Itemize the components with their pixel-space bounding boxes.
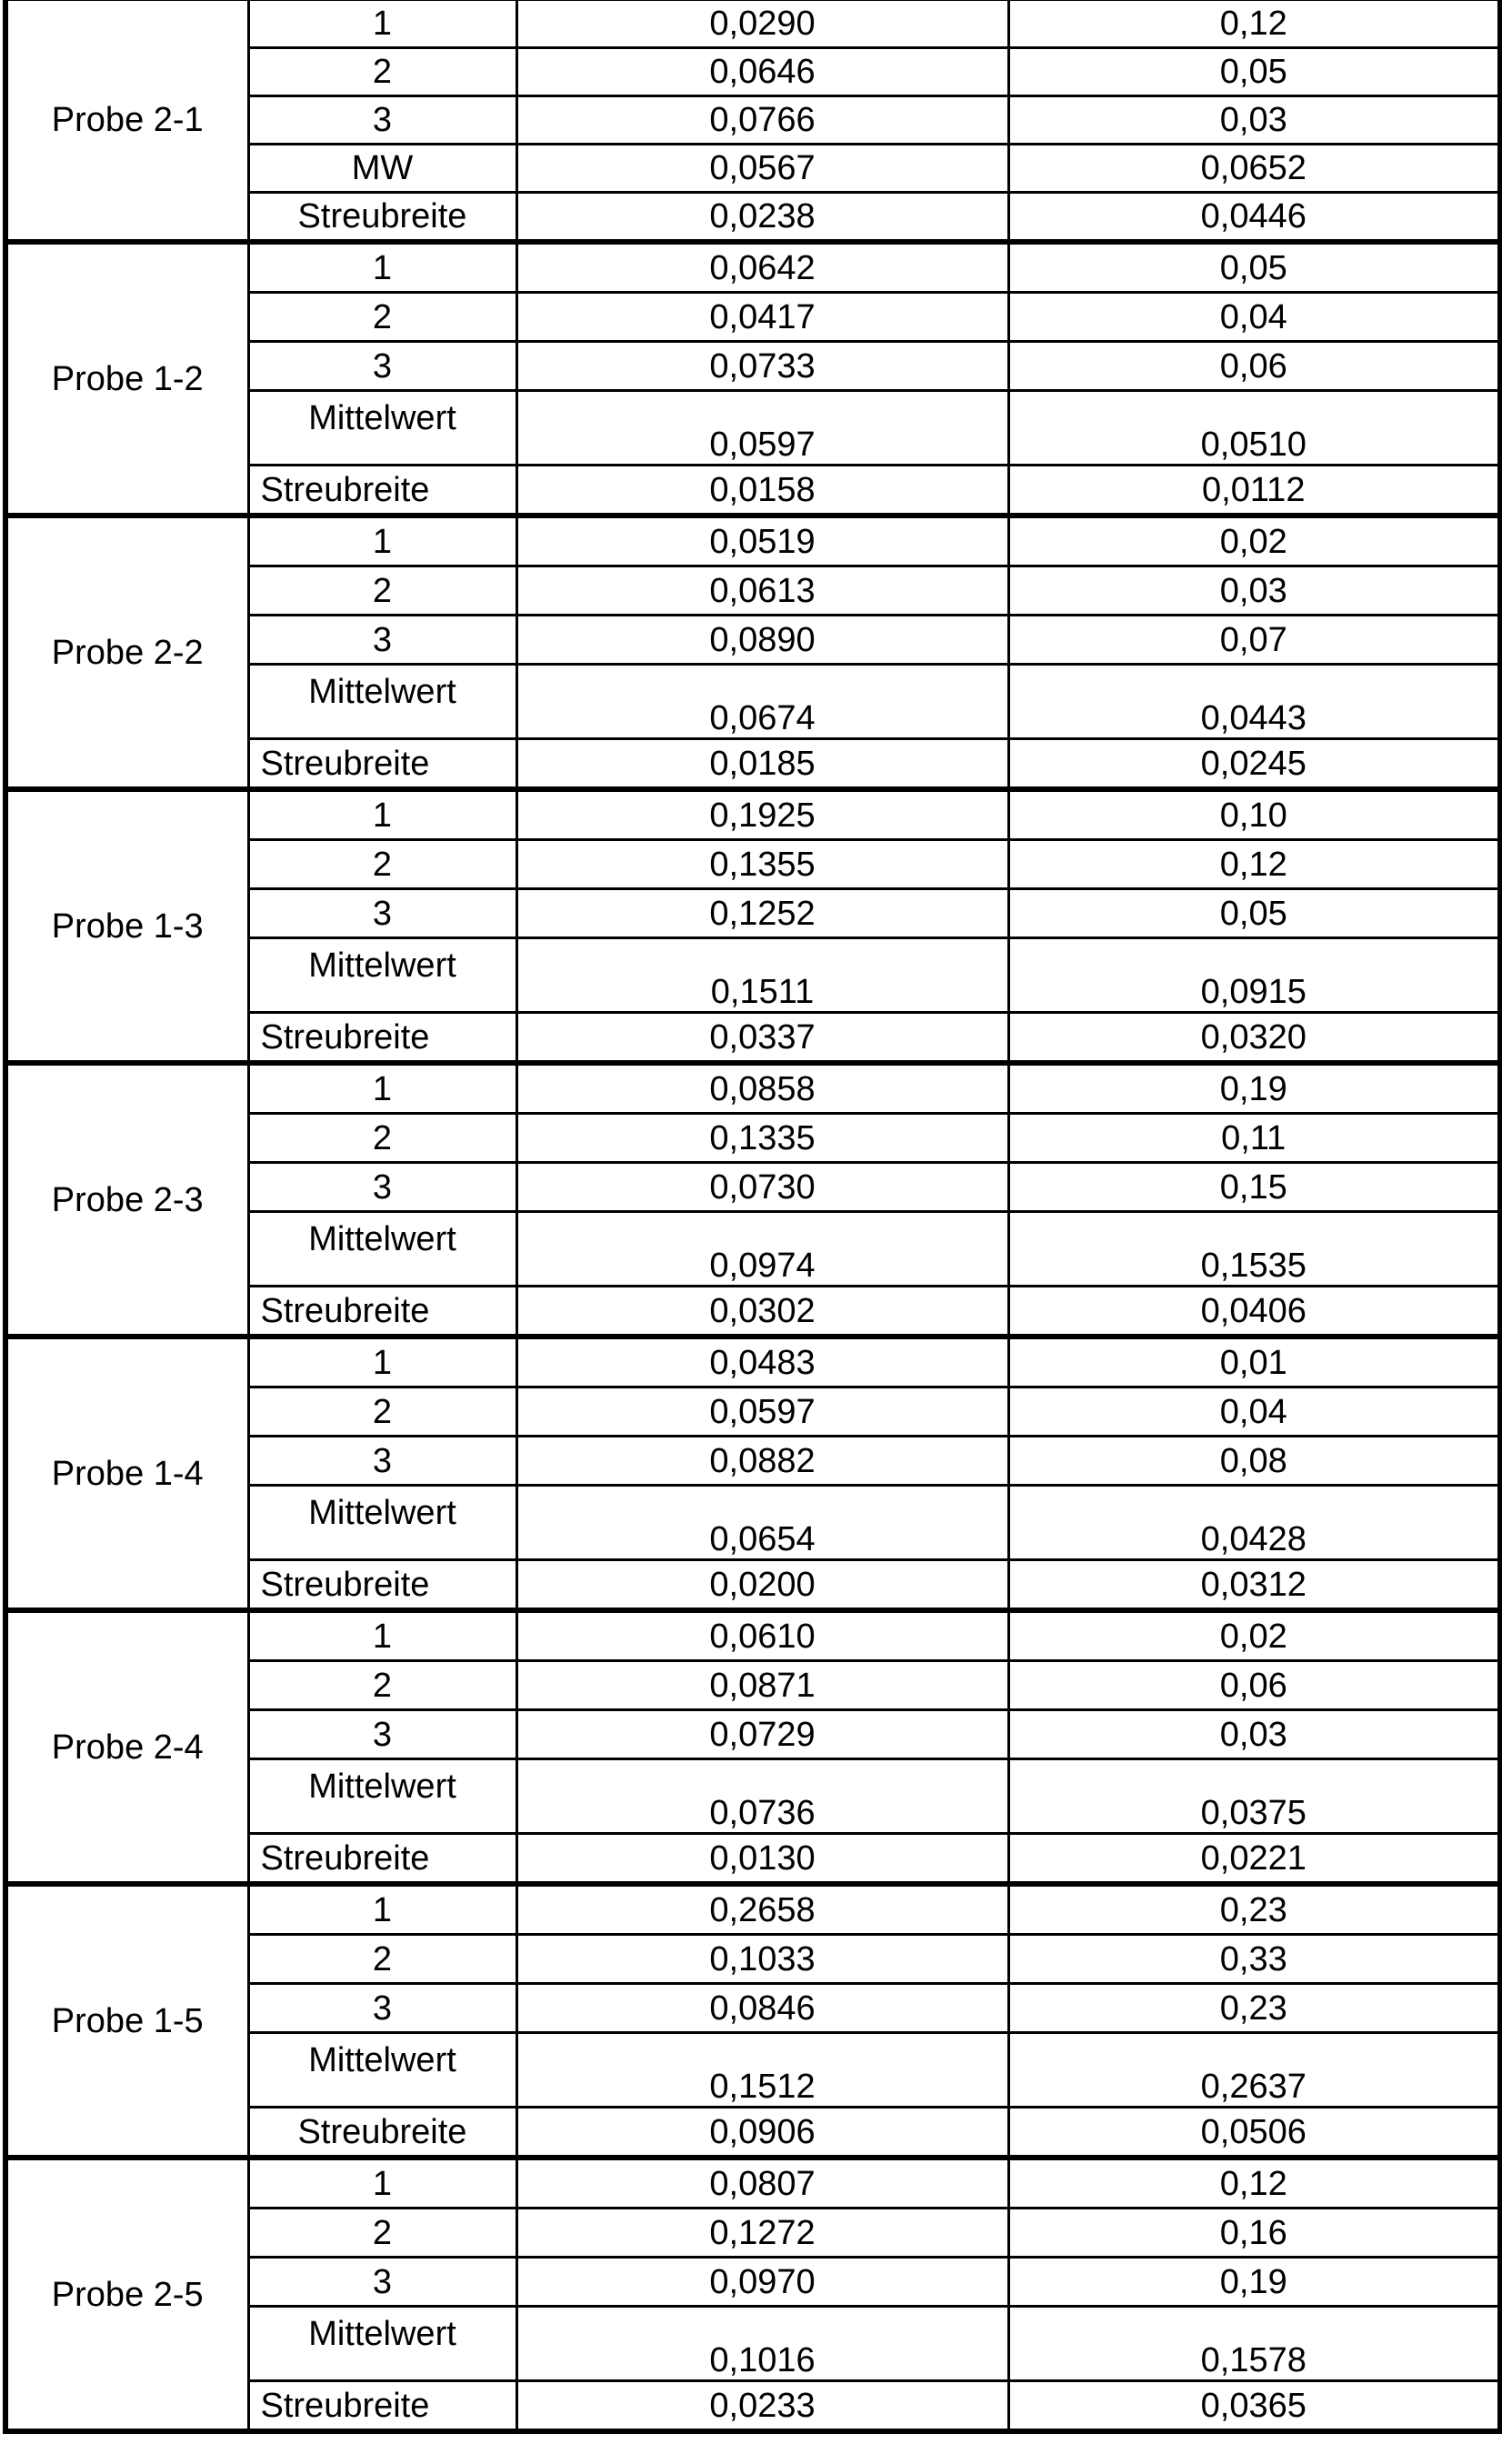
value-column-1: 0,2658: [516, 1884, 1008, 1935]
row-label: 3: [248, 1163, 516, 1212]
value-column-2: 0,0406: [1008, 1287, 1500, 1337]
row-label: 1: [248, 1610, 516, 1661]
value-column-1: 0,1355: [516, 840, 1008, 889]
value-column-2: 0,06: [1008, 342, 1500, 391]
row-label: 1: [248, 1884, 516, 1935]
value-column-2: 0,0510: [1008, 391, 1500, 466]
value-column-1: 0,1335: [516, 1114, 1008, 1163]
value-column-1: 0,0846: [516, 1984, 1008, 2033]
value-column-2: 0,0312: [1008, 1560, 1500, 1611]
value-column-2: 0,0652: [1008, 145, 1500, 193]
value-column-1: 0,0238: [516, 193, 1008, 243]
value-column-1: 0,0483: [516, 1337, 1008, 1387]
table-row: [5, 242, 1500, 293]
row-label: Mittelwert: [248, 2307, 516, 2381]
table-body: [5, 0, 1500, 2431]
value-column-2: 0,0245: [1008, 739, 1500, 790]
row-label: 1: [248, 1337, 516, 1387]
value-column-2: 0,03: [1008, 1710, 1500, 1759]
row-label: 3: [248, 1437, 516, 1486]
value-column-1: 0,0674: [516, 665, 1008, 739]
row-label: 3: [248, 1710, 516, 1759]
table-row: [5, 1063, 1500, 1114]
sample-name: Probe 2-4: [5, 1610, 248, 1884]
value-column-1: 0,0890: [516, 616, 1008, 665]
table-row: [5, 516, 1500, 566]
value-column-2: 0,0365: [1008, 2381, 1500, 2432]
value-column-1: 0,0729: [516, 1710, 1008, 1759]
value-column-2: 0,02: [1008, 516, 1500, 566]
value-column-2: 0,33: [1008, 1935, 1500, 1984]
value-column-2: 0,0443: [1008, 665, 1500, 739]
row-label: 1: [248, 1063, 516, 1114]
table-row: [5, 2158, 1500, 2209]
row-label: 3: [248, 2258, 516, 2307]
value-column-1: 0,0654: [516, 1486, 1008, 1560]
row-label: Streubreite: [248, 1013, 516, 1064]
sample-name: Probe 2-3: [5, 1063, 248, 1337]
value-column-1: 0,1512: [516, 2033, 1008, 2108]
sample-name: Probe 1-4: [5, 1337, 248, 1610]
value-column-2: 0,0506: [1008, 2108, 1500, 2159]
row-label: 1: [248, 0, 516, 48]
value-column-2: 0,19: [1008, 1063, 1500, 1114]
row-label: Streubreite: [248, 193, 516, 243]
value-column-2: 0,15: [1008, 1163, 1500, 1212]
value-column-1: 0,0185: [516, 739, 1008, 790]
value-column-1: 0,1033: [516, 1935, 1008, 1984]
value-column-2: 0,0112: [1008, 466, 1500, 516]
row-label: Streubreite: [248, 2108, 516, 2159]
value-column-2: 0,08: [1008, 1437, 1500, 1486]
value-column-2: 0,0375: [1008, 1759, 1500, 1834]
table-row: [5, 0, 1500, 48]
row-label: 2: [248, 1661, 516, 1710]
row-label: 2: [248, 1114, 516, 1163]
value-column-1: 0,1016: [516, 2307, 1008, 2381]
row-label: Mittelwert: [248, 391, 516, 466]
value-column-1: 0,0736: [516, 1759, 1008, 1834]
value-column-2: 0,12: [1008, 0, 1500, 48]
row-label: 3: [248, 342, 516, 391]
table-row: [5, 789, 1500, 840]
value-column-1: 0,0613: [516, 566, 1008, 616]
row-label: Streubreite: [248, 1287, 516, 1337]
row-label: 2: [248, 293, 516, 342]
row-label: Streubreite: [248, 2381, 516, 2432]
row-label: 3: [248, 1984, 516, 2033]
value-column-2: 0,23: [1008, 1984, 1500, 2033]
value-column-2: 0,19: [1008, 2258, 1500, 2307]
value-column-1: 0,0200: [516, 1560, 1008, 1611]
row-label: 2: [248, 1387, 516, 1437]
row-label: Mittelwert: [248, 1759, 516, 1834]
value-column-1: 0,0417: [516, 293, 1008, 342]
row-label: 3: [248, 889, 516, 938]
value-column-2: 0,12: [1008, 840, 1500, 889]
value-column-2: 0,23: [1008, 1884, 1500, 1935]
sample-name: Probe 1-3: [5, 789, 248, 1063]
value-column-1: 0,0597: [516, 1387, 1008, 1437]
value-column-1: 0,0233: [516, 2381, 1008, 2432]
value-column-1: 0,0766: [516, 96, 1008, 145]
value-column-1: 0,0642: [516, 242, 1008, 293]
table-row: [5, 1610, 1500, 1661]
value-column-2: 0,05: [1008, 48, 1500, 96]
row-label: Mittelwert: [248, 2033, 516, 2108]
measurement-table: [3, 0, 1502, 2434]
row-label: 1: [248, 2158, 516, 2209]
value-column-2: 0,16: [1008, 2209, 1500, 2258]
row-label: 1: [248, 242, 516, 293]
value-column-2: 0,06: [1008, 1661, 1500, 1710]
value-column-2: 0,0446: [1008, 193, 1500, 243]
value-column-1: 0,0302: [516, 1287, 1008, 1337]
value-column-2: 0,0915: [1008, 938, 1500, 1013]
value-column-2: 0,2637: [1008, 2033, 1500, 2108]
value-column-2: 0,0221: [1008, 1834, 1500, 1885]
row-label: Mittelwert: [248, 665, 516, 739]
value-column-2: 0,04: [1008, 293, 1500, 342]
row-label: 2: [248, 566, 516, 616]
row-label: Mittelwert: [248, 938, 516, 1013]
value-column-2: 0,02: [1008, 1610, 1500, 1661]
row-label: Mittelwert: [248, 1212, 516, 1287]
value-column-2: 0,03: [1008, 566, 1500, 616]
value-column-1: 0,0733: [516, 342, 1008, 391]
sample-name: Probe 2-1: [5, 0, 248, 242]
value-column-1: 0,0646: [516, 48, 1008, 96]
value-column-1: 0,1925: [516, 789, 1008, 840]
value-column-1: 0,0730: [516, 1163, 1008, 1212]
table-row: [5, 1337, 1500, 1387]
row-label: 2: [248, 840, 516, 889]
row-label: 2: [248, 48, 516, 96]
value-column-1: 0,0974: [516, 1212, 1008, 1287]
value-column-1: 0,0519: [516, 516, 1008, 566]
value-column-2: 0,03: [1008, 96, 1500, 145]
value-column-1: 0,1252: [516, 889, 1008, 938]
sample-name: Probe 1-5: [5, 1884, 248, 2158]
sample-name: Probe 2-5: [5, 2158, 248, 2431]
value-column-1: 0,0610: [516, 1610, 1008, 1661]
value-column-1: 0,0871: [516, 1661, 1008, 1710]
row-label: 2: [248, 2209, 516, 2258]
value-column-1: 0,0970: [516, 2258, 1008, 2307]
value-column-1: 0,0906: [516, 2108, 1008, 2159]
value-column-1: 0,0158: [516, 466, 1008, 516]
row-label: 2: [248, 1935, 516, 1984]
value-column-2: 0,0428: [1008, 1486, 1500, 1560]
value-column-1: 0,0130: [516, 1834, 1008, 1885]
row-label: 3: [248, 96, 516, 145]
row-label: 1: [248, 789, 516, 840]
value-column-2: 0,1578: [1008, 2307, 1500, 2381]
sample-name: Probe 2-2: [5, 516, 248, 789]
value-column-2: 0,11: [1008, 1114, 1500, 1163]
value-column-2: 0,12: [1008, 2158, 1500, 2209]
value-column-1: 0,0290: [516, 0, 1008, 48]
value-column-2: 0,05: [1008, 242, 1500, 293]
row-label: Streubreite: [248, 1834, 516, 1885]
value-column-1: 0,0807: [516, 2158, 1008, 2209]
value-column-2: 0,04: [1008, 1387, 1500, 1437]
value-column-2: 0,01: [1008, 1337, 1500, 1387]
sample-name: Probe 1-2: [5, 242, 248, 516]
value-column-1: 0,0858: [516, 1063, 1008, 1114]
value-column-1: 0,1511: [516, 938, 1008, 1013]
row-label: 1: [248, 516, 516, 566]
value-column-1: 0,0882: [516, 1437, 1008, 1486]
value-column-2: 0,07: [1008, 616, 1500, 665]
row-label: 3: [248, 616, 516, 665]
value-column-2: 0,10: [1008, 789, 1500, 840]
row-label: MW: [248, 145, 516, 193]
row-label: Streubreite: [248, 739, 516, 790]
value-column-1: 0,0567: [516, 145, 1008, 193]
value-column-2: 0,0320: [1008, 1013, 1500, 1064]
value-column-2: 0,1535: [1008, 1212, 1500, 1287]
row-label: Streubreite: [248, 1560, 516, 1611]
value-column-1: 0,0337: [516, 1013, 1008, 1064]
value-column-1: 0,1272: [516, 2209, 1008, 2258]
row-label: Streubreite: [248, 466, 516, 516]
value-column-2: 0,05: [1008, 889, 1500, 938]
value-column-1: 0,0597: [516, 391, 1008, 466]
table-row: [5, 1884, 1500, 1935]
row-label: Mittelwert: [248, 1486, 516, 1560]
